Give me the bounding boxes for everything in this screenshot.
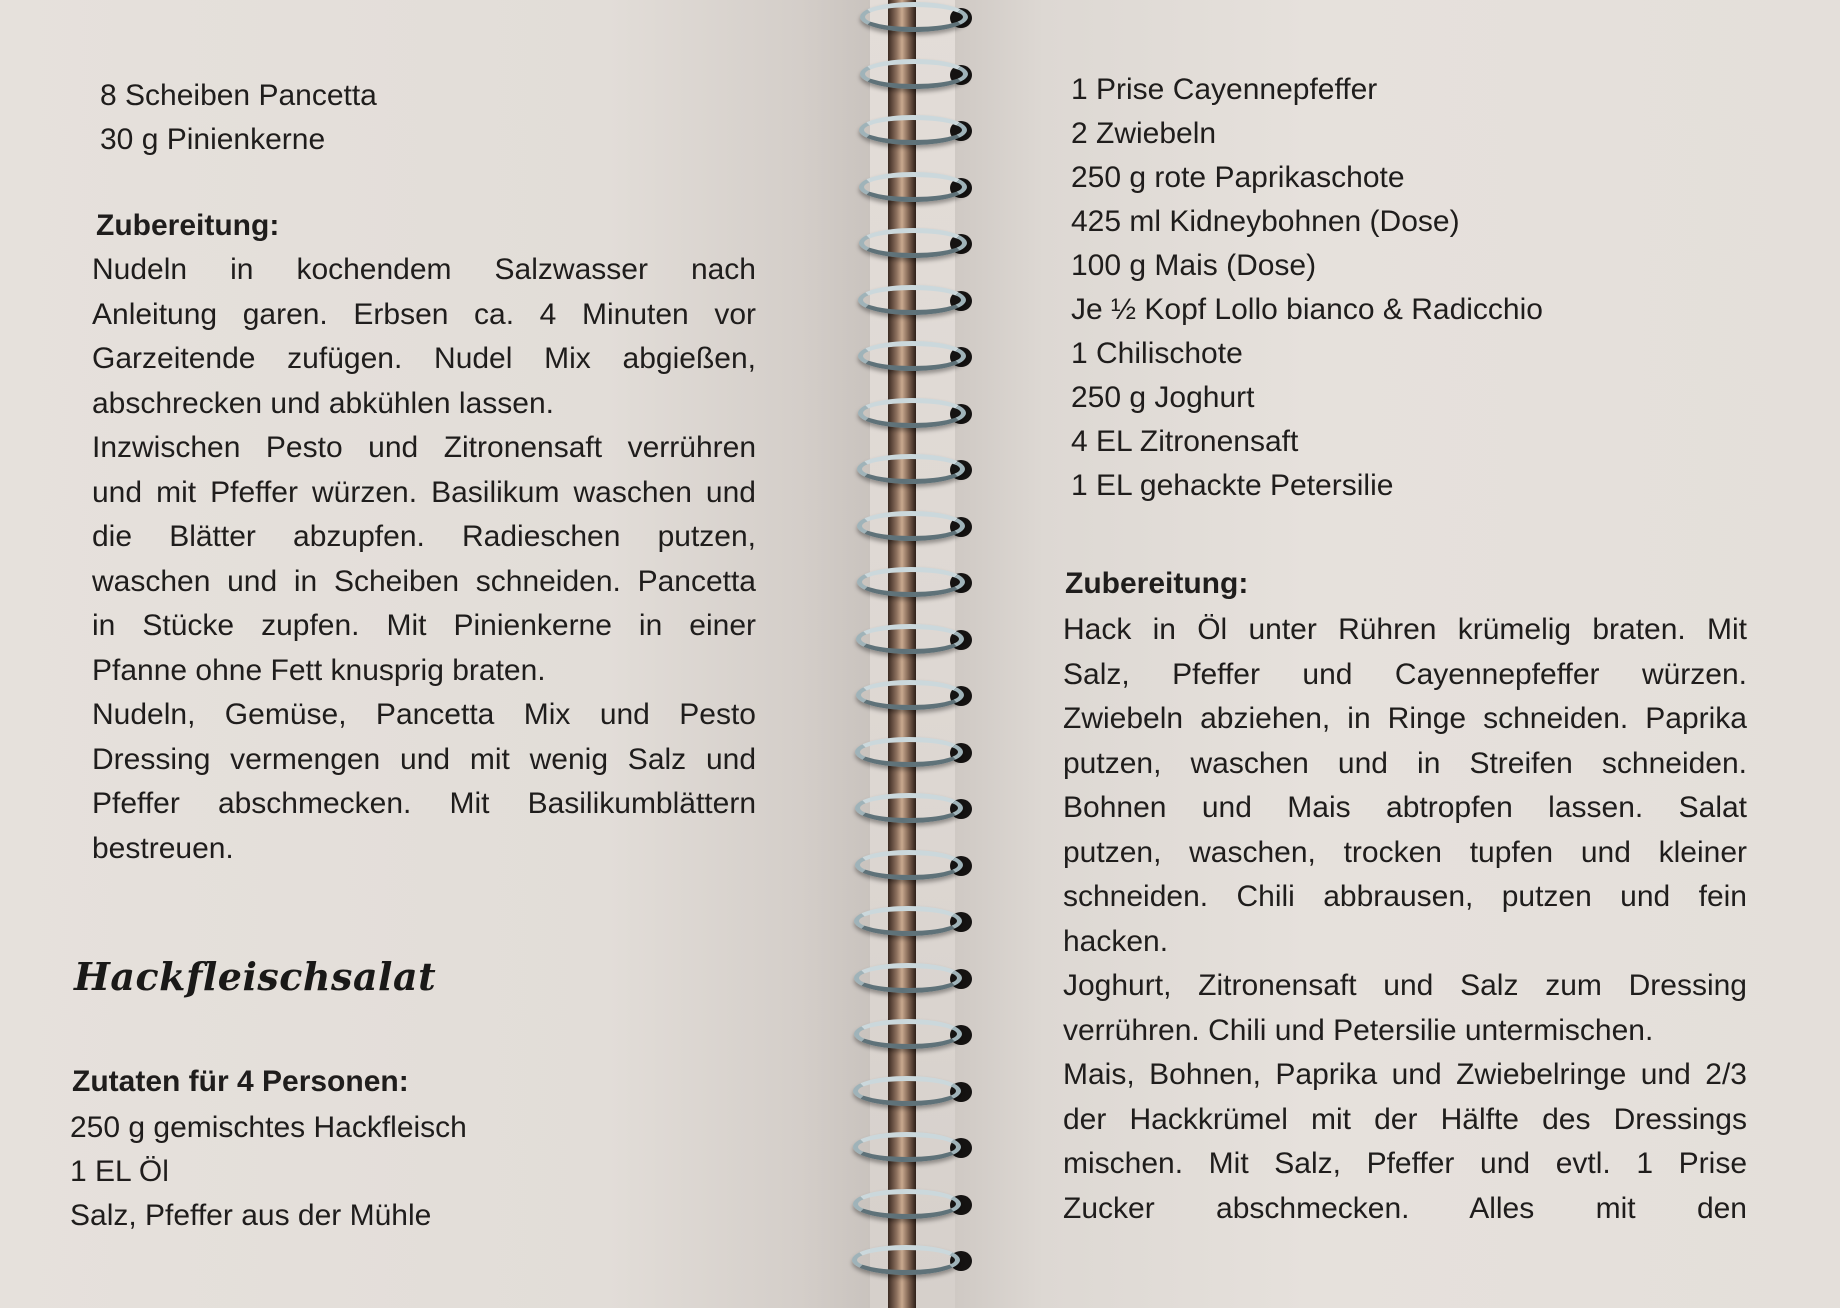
spiral-ring [855,737,963,767]
spiral-ring [854,906,962,936]
ingredient-line: 30 g Pinienkerne [100,123,326,156]
prep-line: putzen, waschen und in Streifen schneiden. [1063,746,1747,780]
spiral-ring [852,1245,960,1275]
right-page [955,0,1840,1308]
prep-line: abschrecken und abkühlen lassen. [92,386,554,420]
ingredient-line: 100 g Mais (Dose) [1071,249,1317,282]
ingredient-line: 250 g rote Paprikaschote [1071,161,1405,194]
prep-line: Nudeln in kochendem Salzwasser nach [92,253,756,286]
prep-line: verrühren. Chili und Petersilie untermischen. [1063,1013,1654,1047]
spiral-ring [858,341,966,371]
right-prep-text [1063,608,1747,1231]
spiral-ring [856,624,964,654]
spiral-ring [853,1076,961,1106]
spiral-ring [854,1019,962,1049]
right-ingredients [1071,68,1771,508]
prep-line: schneiden. Chili abbrausen, putzen und fein [1063,880,1747,913]
prep-line: Garzeitende zufügen. Nudel Mix abgießen, [92,342,756,375]
spiral-ring [856,680,964,710]
prep-line: Salz, Pfeffer und Cayennepfeffer würzen. [1063,657,1747,691]
recipe-title: Hackfleischsalat [74,954,437,999]
prep-line: bestreuen. [92,831,234,865]
ingredient-line: 250 g gemischtes Hackfleisch [70,1111,467,1144]
prep-line: Dressing vermengen und mit wenig Salz und [92,742,756,776]
ingredient-line: 1 EL Öl [70,1155,169,1188]
ingredient-line: Je ½ Kopf Lollo bianco & Radicchio [1071,293,1543,326]
prep-line: hacken. [1063,924,1169,958]
prep-line: die Blätter abzupfen. Radieschen putzen, [92,520,756,553]
ingredient-line: 1 Chilischote [1071,337,1243,370]
ingredient-line: 1 Prise Cayennepfeffer [1071,73,1378,106]
ingredient-line: 2 Zwiebeln [1071,117,1217,150]
spiral-ring [857,511,965,541]
spiral-ring [859,172,967,202]
prep-line: Joghurt, Zitronensaft und Salz zum Dressing [1063,969,1747,1002]
ingredient-line: 1 EL gehackte Petersilie [1071,469,1394,502]
left-ingredients-bottom [70,1106,750,1238]
ingredient-line: 250 g Joghurt [1071,381,1255,414]
ingredient-line: Salz, Pfeffer aus der Mühle [70,1199,432,1232]
prep-line: Bohnen und Mais abtropfen lassen. Salat [1063,791,1747,824]
left-page [0,0,870,1308]
ingredients-heading: Zutaten für 4 Personen: [72,1065,409,1098]
prep-line: Hack in Öl unter Rühren krümelig braten. Mit [1063,613,1747,646]
left-prep-text [92,248,756,871]
prep-line: Zucker abschmecken. Alles mit den [1063,1191,1747,1225]
prep-line: mischen. Mit Salz, Pfeffer und evtl. 1 Prise [1063,1147,1747,1180]
spiral-ring [857,454,965,484]
prep-line: Inzwischen Pesto und Zitronensaft verrühren [92,431,756,464]
prep-line: Pfeffer abschmecken. Mit Basilikumblättern [92,787,756,820]
spiral-ring [858,398,966,428]
ingredient-line: 425 ml Kidneybohnen (Dose) [1071,205,1460,238]
ingredient-line: 8 Scheiben Pancetta [100,79,377,112]
spiral-ring [853,1189,961,1219]
prep-line: Anleitung garen. Erbsen ca. 4 Minuten vor [92,297,756,331]
left-prep-heading: Zubereitung: [96,209,280,242]
spiral-ring [859,115,967,145]
prep-line: waschen und in Scheiben schneiden. Pancetta [92,564,756,598]
spiral-ring [860,59,968,89]
prep-line: in Stücke zupfen. Mit Pinienkerne in einer [92,609,756,642]
spiral-ring [855,850,963,880]
spiral-ring [860,2,968,32]
right-prep-heading: Zubereitung: [1065,567,1249,600]
spiral-ring [859,228,967,258]
spiral-ring [854,963,962,993]
spiral-ring [855,793,963,823]
ingredient-line: 4 EL Zitronensaft [1071,425,1299,458]
prep-line: putzen, waschen, trocken tupfen und kleiner [1063,835,1747,869]
prep-line: und mit Pfeffer würzen. Basilikum waschen und [92,475,756,509]
prep-line: Pfanne ohne Fett knusprig braten. [92,653,546,687]
prep-line: Zwiebeln abziehen, in Ringe schneiden. Paprika [1063,702,1747,735]
prep-line: Mais, Bohnen, Paprika und Zwiebelringe und 2/3 [1063,1058,1747,1091]
prep-line: der Hackkrümel mit der Hälfte des Dressings [1063,1102,1747,1136]
spiral-binding [840,0,980,1308]
prep-line: Nudeln, Gemüse, Pancetta Mix und Pesto [92,698,756,731]
spiral-ring [853,1132,961,1162]
spiral-ring [858,285,966,315]
spiral-ring [857,567,965,597]
left-ingredients-top [100,74,780,162]
